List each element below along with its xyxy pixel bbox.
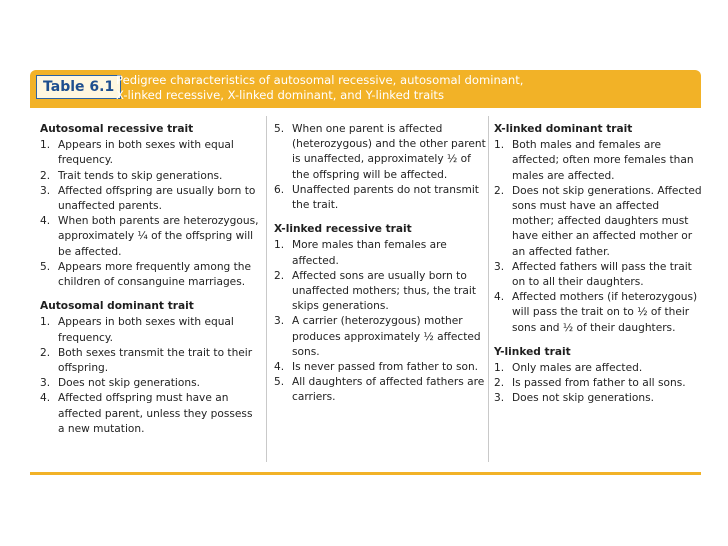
section-title-x-linked-dominant: X-linked dominant trait: [494, 123, 633, 135]
list-item: 2. Affected sons are usually born to unaffected mothers; thus, the trait skips generations.: [274, 269, 477, 313]
list-item: 5. When one parent is affected (heterozygous) and the other parent is unaffected, approximately ½ of the offspring will be affected.: [274, 123, 486, 181]
x-linked-dominant-list: [494, 138, 702, 336]
autosomal-recessive-list: [40, 138, 262, 290]
table-header: [30, 70, 701, 108]
list-item: 4. Affected offspring must have an affected parent, unless they possess a new mutation.: [40, 392, 253, 435]
section-title-x-linked-recessive: X-linked recessive trait: [274, 223, 412, 236]
pedigree-table: [30, 70, 701, 475]
y-linked-list: [494, 361, 702, 407]
column-1: [40, 122, 262, 437]
table-bottom-rule: [30, 472, 701, 475]
table-label: Table 6.1: [36, 75, 121, 99]
column-3: [494, 122, 702, 407]
list-item: 1. Both males and females are affected; often more females than males are affected.: [494, 139, 694, 182]
list-item: 4. Is never passed from father to son.: [274, 361, 479, 374]
list-item: 1. Appears in both sexes with equal frequency.: [40, 139, 234, 167]
autosomal-recessive-list-continued: [274, 122, 486, 213]
column-2: [274, 122, 486, 406]
column-divider: [266, 116, 267, 462]
list-item: 6. Unaffected parents do not transmit the trait.: [274, 183, 479, 212]
list-item: 1. More males than females are affected.: [274, 239, 447, 267]
table-title: [116, 73, 686, 103]
list-item: 5. Appears more frequently among the children of consanguine marriages.: [40, 260, 252, 289]
list-item: 5. All daughters of affected fathers are carriers.: [274, 376, 485, 404]
column-divider: [488, 116, 489, 462]
x-linked-recessive-list: [274, 238, 486, 405]
list-item: 2. Both sexes transmit the trait to their offspring.: [40, 346, 253, 375]
list-item: 3. Does not skip generations.: [494, 392, 654, 405]
list-item: 3. Does not skip generations.: [40, 377, 200, 390]
list-item: 1. Only males are affected.: [494, 362, 643, 375]
table-title-line-1: Pedigree characteristics of autosomal recessive, autosomal dominant,: [116, 73, 524, 87]
section-title-y-linked: Y-linked trait: [494, 345, 571, 358]
list-item: 4. Affected mothers (if heterozygous) will pass the trait on to ½ of their sons and ½ of their daughters.: [494, 291, 698, 334]
list-item: 2. Trait tends to skip generations.: [40, 169, 223, 182]
autosomal-dominant-list: [40, 315, 262, 437]
list-item: 1. Appears in both sexes with equal frequency.: [40, 316, 234, 344]
list-item: 2. Is passed from father to all sons.: [494, 377, 686, 390]
list-item: 2. Does not skip generations. Affected sons must have an affected mother; affected daughters must have either an affected mother or an affected father.: [494, 184, 702, 258]
list-item: 4. When both parents are heterozygous, approximately ¼ of the offspring will be affected.: [40, 215, 259, 258]
section-title-autosomal-dominant: Autosomal dominant trait: [40, 300, 194, 313]
table-title-line-2: X-linked recessive, X-linked dominant, and Y-linked traits: [116, 88, 445, 102]
list-item: 3. A carrier (heterozygous) mother produces approximately ½ affected sons.: [274, 315, 481, 358]
section-title-autosomal-recessive: Autosomal recessive trait: [40, 123, 194, 135]
list-item: 3. Affected fathers will pass the trait on to all their daughters.: [494, 260, 692, 289]
list-item: 3. Affected offspring are usually born to unaffected parents.: [40, 184, 256, 213]
